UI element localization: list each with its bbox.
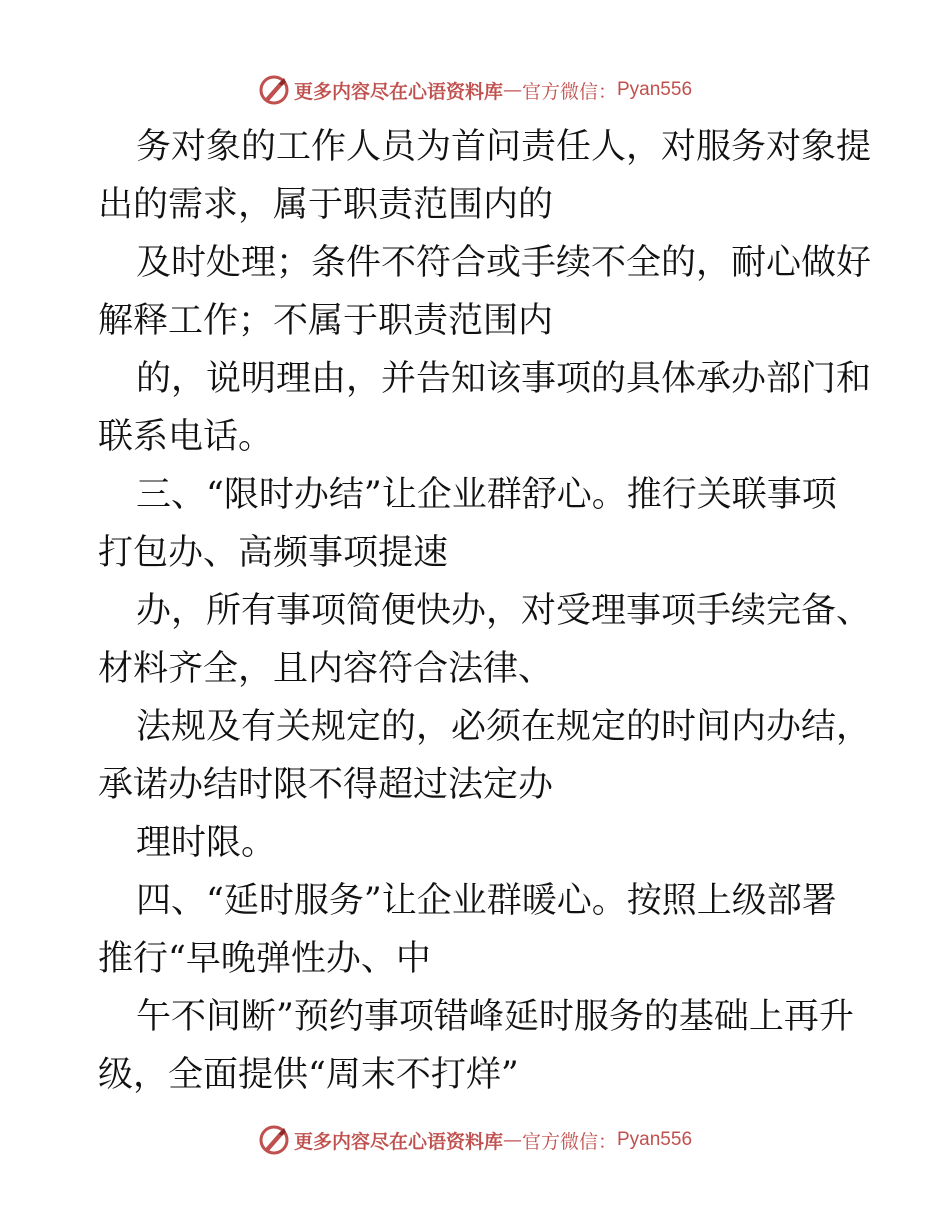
banner-label: 官方微信：	[521, 1130, 617, 1153]
banner-text: 更多内容尽在心语资料库	[293, 80, 503, 103]
document-body	[98, 118, 878, 1104]
paragraph-line: 级，全面提供“周末不打烊”	[98, 1055, 519, 1095]
pen-logo-icon	[258, 74, 290, 106]
paragraph-line: 理时限。	[136, 823, 277, 863]
paragraph-line: 联系电话。	[98, 417, 274, 457]
paragraph-line: 办，所有事项简便快办，对受理事项手续完备、	[136, 591, 872, 631]
paragraph-line: 三、“限时办结”让企业群舒心。推行关联事项	[136, 475, 837, 515]
header-watermark-banner	[0, 70, 950, 110]
paragraph	[98, 582, 878, 698]
paragraph-line: 午不间断”预约事项错峰延时服务的基础上再升	[136, 997, 854, 1037]
paragraph	[98, 698, 878, 814]
paragraph-line: 承诺办结时限不得超过法定办	[98, 765, 554, 805]
pen-logo-icon	[258, 1124, 290, 1156]
footer-watermark-banner	[0, 1120, 950, 1160]
paragraph	[98, 872, 878, 988]
paragraph-line: 法规及有关规定的，必须在规定的时间内办结，	[136, 707, 872, 747]
paragraph-line: 的，说明理由，并告知该事项的具体承办部门和	[136, 359, 872, 399]
paragraph	[98, 234, 878, 350]
paragraph	[98, 350, 878, 466]
paragraph-line: 解释工作；不属于职责范围内	[98, 301, 554, 341]
paragraph-line: 四、“延时服务”让企业群暖心。按照上级部署	[136, 881, 837, 921]
paragraph-line: 及时处理；条件不符合或手续不全的，耐心做好	[136, 243, 872, 283]
paragraph	[98, 814, 878, 872]
banner-wechat-id: Pyan556	[617, 1129, 693, 1150]
paragraph-line: 打包办、高频事项提速	[98, 533, 449, 573]
paragraph	[98, 118, 878, 234]
paragraph-line: 材料齐全，且内容符合法律、	[98, 649, 554, 689]
banner-label: 官方微信：	[521, 80, 617, 103]
banner-wechat-id: Pyan556	[617, 79, 693, 100]
paragraph-line: 务对象的工作人员为首问责任人，对服务对象提	[136, 127, 872, 167]
banner-separator: —	[502, 1129, 522, 1151]
paragraph-line: 推行“早晚弹性办、中	[98, 939, 431, 979]
paragraph-line: 出的需求，属于职责范围内的	[98, 185, 554, 225]
banner-separator: —	[502, 79, 522, 101]
paragraph	[98, 988, 878, 1104]
paragraph	[98, 466, 878, 582]
banner-text: 更多内容尽在心语资料库	[293, 1130, 503, 1153]
